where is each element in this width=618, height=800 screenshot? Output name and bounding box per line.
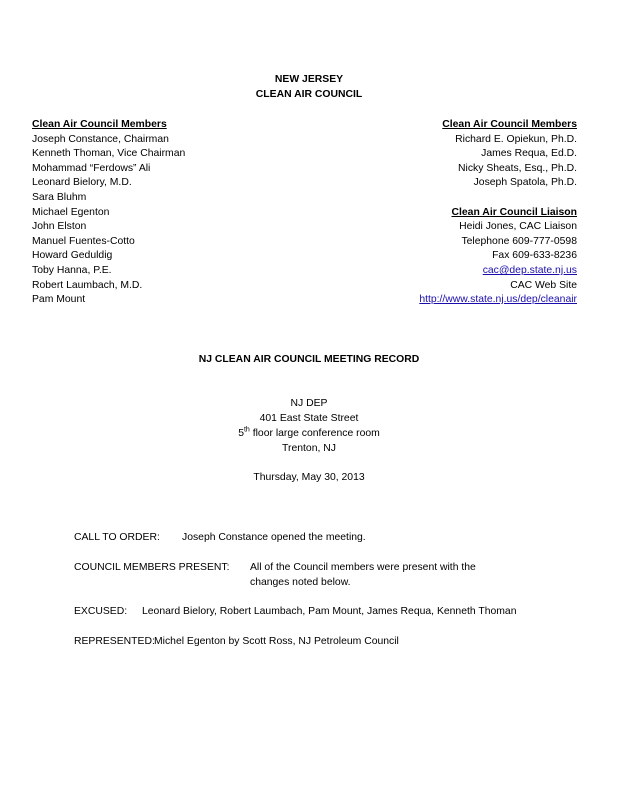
represented-row: [74, 635, 399, 650]
member-name: Mohammad “Ferdows” Ali: [32, 162, 151, 174]
excused-row: [74, 605, 516, 620]
members-right-heading: Clean Air Council Members: [442, 119, 577, 130]
member-name: Joseph Spatola, Ph.D.: [473, 177, 577, 189]
member-name: John Elston: [32, 221, 87, 233]
members-right-column: [419, 118, 577, 308]
member-name: Leonard Bielory, M.D.: [32, 177, 132, 189]
member-name: James Requa, Ed.D.: [481, 148, 577, 160]
members-left-heading: Clean Air Council Members: [32, 119, 167, 130]
location-city: Trenton, NJ: [282, 443, 336, 454]
location-floor: 5th floor large conference room: [238, 426, 380, 439]
meeting-record-title: NJ CLEAN AIR COUNCIL MEETING RECORD: [198, 354, 420, 365]
member-name: Kenneth Thoman, Vice Chairman: [32, 148, 186, 160]
liaison-heading: Clean Air Council Liaison: [451, 206, 577, 218]
member-name: Manuel Fuentes-Cotto: [32, 235, 135, 247]
header-state: NEW JERSEY: [274, 74, 344, 85]
member-name: Pam Mount: [32, 294, 86, 306]
call-to-order-row: [74, 531, 366, 546]
liaison-name: Heidi Jones, CAC Liaison: [459, 221, 577, 233]
member-name: Nicky Sheats, Esq., Ph.D.: [458, 162, 577, 174]
liaison-email-link[interactable]: cac@dep.state.nj.us: [482, 264, 577, 276]
header-council: CLEAN AIR COUNCIL: [255, 89, 363, 100]
meeting-date: Thursday, May 30, 2013: [253, 472, 365, 483]
represented-label: REPRESENTED:: [74, 636, 155, 647]
members-left-column: [32, 118, 185, 308]
liaison-telephone: Telephone 609-777-0598: [461, 235, 577, 247]
web-site-label: CAC Web Site: [510, 279, 577, 291]
liaison-fax: Fax 609-633-8236: [492, 250, 577, 262]
members-present-label: COUNCIL MEMBERS PRESENT:: [74, 562, 230, 573]
member-name: Richard E. Opiekun, Ph.D.: [455, 133, 577, 145]
excused-label: EXCUSED:: [74, 606, 128, 617]
location-org: NJ DEP: [290, 398, 328, 409]
call-to-order-text: Joseph Constance opened the meeting.: [182, 532, 366, 543]
member-name: Robert Laumbach, M.D.: [32, 279, 143, 291]
represented-text: Michel Egenton by Scott Ross, NJ Petroleum Council: [154, 636, 399, 647]
members-present-row: [74, 561, 476, 590]
web-site-link[interactable]: http://www.state.nj.us/dep/cleanair: [419, 294, 577, 306]
member-name: Sara Bluhm: [32, 191, 87, 203]
member-name: Michael Egenton: [32, 206, 110, 218]
excused-text: Leonard Bielory, Robert Laumbach, Pam Mount, James Requa, Kenneth Thoman: [142, 606, 517, 617]
location-street: 401 East State Street: [259, 413, 359, 424]
member-name: Howard Geduldig: [32, 250, 113, 262]
member-name: Toby Hanna, P.E.: [32, 264, 112, 276]
members-present-text: All of the Council members were present with the changes noted below.: [250, 562, 476, 588]
call-to-order-label: CALL TO ORDER:: [74, 532, 160, 543]
member-name: Joseph Constance, Chairman: [32, 133, 169, 145]
